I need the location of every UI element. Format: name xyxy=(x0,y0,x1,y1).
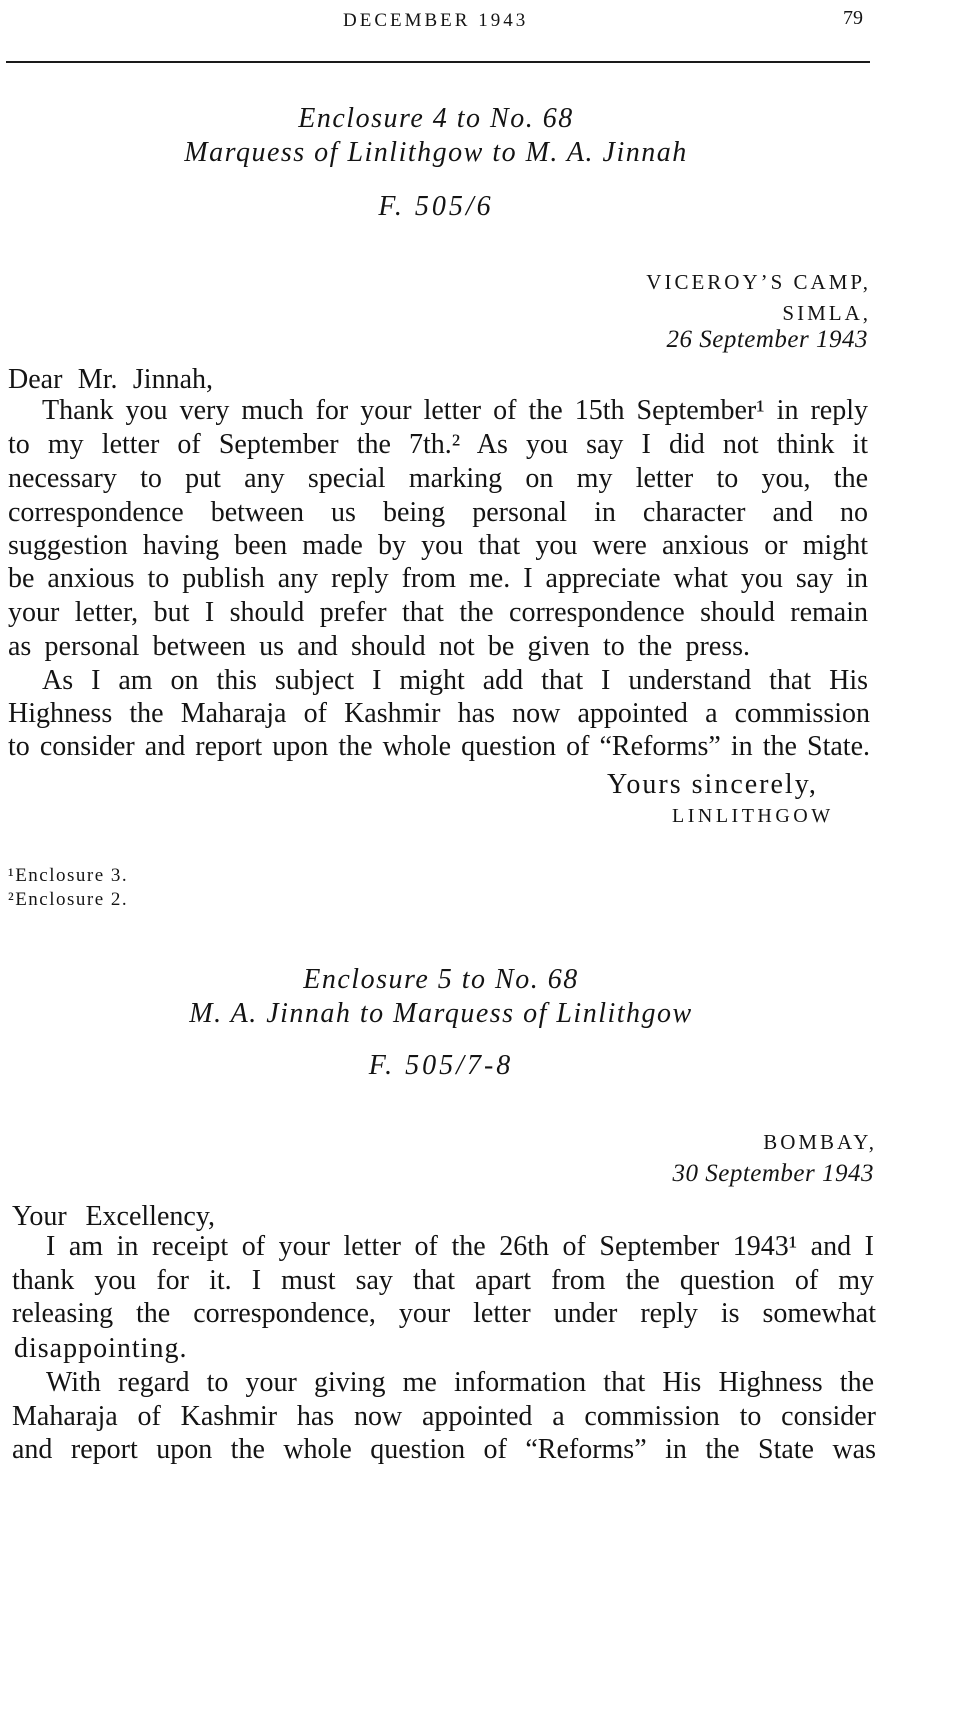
footnote: ¹Enclosure 3. xyxy=(8,865,129,886)
running-title: DECEMBER 1943 xyxy=(343,10,529,31)
file-reference: F. 505/7-8 xyxy=(368,1050,514,1081)
body-line: and report upon the whole question of “Reforms” in the State was xyxy=(12,1434,876,1465)
letter-date: 30 September 1943 xyxy=(672,1160,874,1187)
body-line: Thank you very much for your letter of the 15th September¹ in reply xyxy=(42,395,868,426)
signature: LINLITHGOW xyxy=(672,805,834,827)
enclosure-parties: M. A. Jinnah to Marquess of Linlithgow xyxy=(189,998,693,1029)
body-line: correspondence between us being personal in character and no xyxy=(8,497,868,528)
body-line: Highness the Maharaja of Kashmir has now appointed a commission xyxy=(8,698,870,729)
body-line: releasing the correspondence, your letter under reply is somewhat xyxy=(12,1298,876,1329)
letter-closing: Yours sincerely, xyxy=(607,769,818,800)
address-line: VICEROY’S CAMP, xyxy=(646,270,871,294)
body-line: to consider and report upon the whole question of “Reforms” in the State. xyxy=(8,731,870,762)
header-rule xyxy=(6,61,870,63)
body-line: your letter, but I should prefer that the correspondence should remain xyxy=(8,597,868,628)
body-line: With regard to your giving me information that His Highness the xyxy=(46,1367,874,1398)
address-line: BOMBAY, xyxy=(763,1130,877,1154)
body-line: be anxious to publish any reply from me. I appreciate what you say in xyxy=(8,563,868,594)
salutation: Your Excellency, xyxy=(12,1201,215,1232)
body-line: as personal between us and should not be given to the press. xyxy=(8,631,750,662)
file-reference: F. 505/6 xyxy=(378,191,494,222)
body-line: to my letter of September the 7th.² As you say I did not think it xyxy=(8,429,868,460)
page-number: 79 xyxy=(843,7,863,29)
body-line: suggestion having been made by you that you were anxious or might xyxy=(8,530,868,561)
body-line: thank you for it. I must say that apart from the question of my xyxy=(12,1265,874,1296)
body-line: necessary to put any special marking on my letter to you, the xyxy=(8,463,868,494)
enclosure-title: Enclosure 5 to No. 68 xyxy=(303,964,579,995)
letter-date: 26 September 1943 xyxy=(666,326,868,353)
enclosure-parties: Marquess of Linlithgow to M. A. Jinnah xyxy=(184,137,688,168)
footnote: ²Enclosure 2. xyxy=(8,889,129,910)
address-line: SIMLA, xyxy=(782,301,871,325)
enclosure-title: Enclosure 4 to No. 68 xyxy=(298,103,574,134)
body-line: As I am on this subject I might add that I understand that His xyxy=(42,665,868,696)
salutation: Dear Mr. Jinnah, xyxy=(8,364,213,395)
body-line: Maharaja of Kashmir has now appointed a commission to consider xyxy=(12,1401,876,1432)
body-line: disappointing. xyxy=(14,1333,188,1364)
body-line: I am in receipt of your letter of the 26th of September 1943¹ and I xyxy=(46,1231,874,1262)
